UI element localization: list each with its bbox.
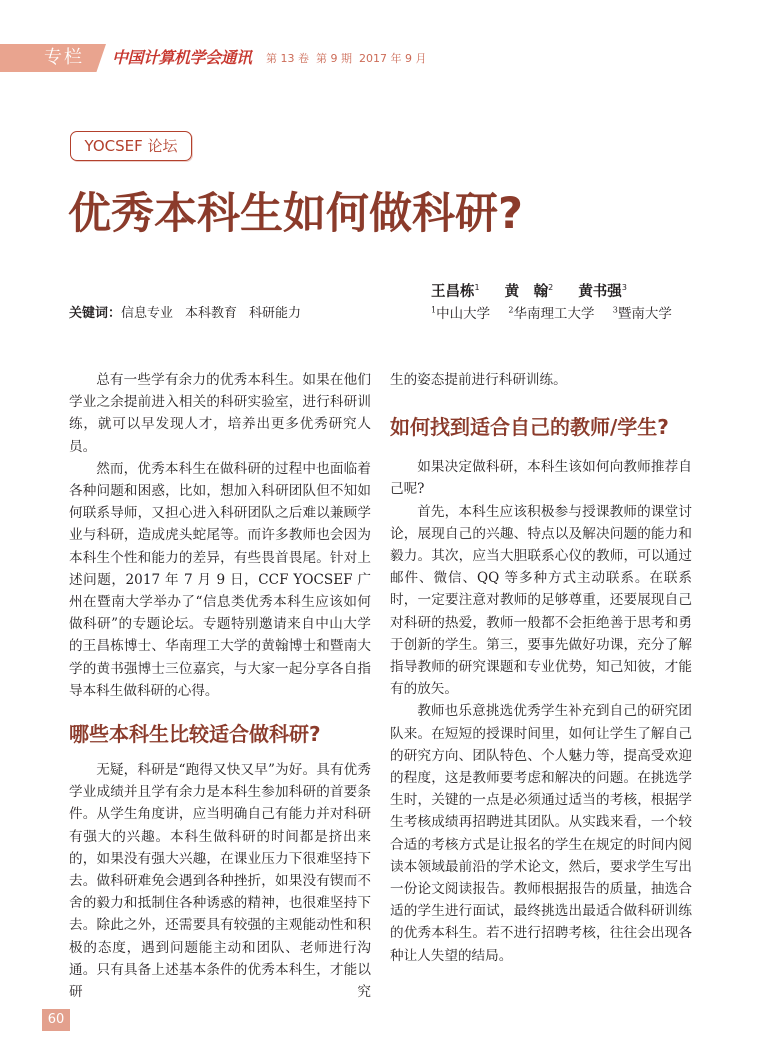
affiliation-name: 华南理工大学 (513, 306, 595, 322)
article-title: 优秀本科生如何做科研? (68, 189, 523, 239)
issue-info: 第 13 卷 第 9 期 2017 年 9 月 (266, 52, 427, 65)
body-paragraph: 然而，优秀本科生在做科研的过程中也面临着各种问题和困惑，比如，想加入科研团队但不知如何联系导师，又担心进入科研团队之后难以兼顾学业与科研，造成虎头蛇尾等。而许多教师也会因为本科生个性和能力的差异，有些畏首畏尾。针对上述问题，2017 年 7 月 9 日，CCF YOCSEF 广州在暨南大学举办了“信息类优秀本科生应该如何做科研”的专题论坛。专题特别邀请来自中山大学的王昌栋博士、华南理工大学的黄翰博士和暨南大学的黄书强博士三位嘉宾，与大家一起分享各自指导本科生做科研的心得。 (69, 460, 371, 699)
author-affiliation-ref: 1 (474, 283, 480, 293)
author (431, 284, 480, 300)
body-paragraph: 无疑，科研是“跑得又快又早”为好。具有优秀学业成绩并且学有余力是本科生参加科研的首要条件。从学生角度讲，应当明确自己有能力并对科研有强大的兴趣。本科生做科研的时间都是挤出来的，如果没有强大兴趣，在课业压力下很难坚持下去。做科研难免会遇到各种挫折，如果没有锲而不舍的毅力和抵制住各种诱惑的精神，也很难坚持下去。除此之外，还需要具有较强的主观能动性和积极的态度，遇到问题能主动和团队、老师进行沟通。只有具备上述基本条件的优秀本科生，才能以研究 (69, 762, 371, 1001)
author (505, 284, 554, 300)
affiliation-name: 暨南大学 (617, 306, 672, 322)
affiliation (508, 306, 594, 322)
author-affiliation-ref: 3 (621, 283, 627, 293)
affiliation (431, 306, 490, 322)
author-name: 黄 翰 (504, 284, 549, 300)
keyword: 科研能力 (249, 306, 302, 321)
body-paragraph: 首先，本科生应该积极参与授课教师的课堂讨论，展现自己的兴趣、特点以及解决问题的能力和毅力。其次，应当大胆联系心仪的教师，可以通过邮件、微信、QQ 等多种方式主动联系。在联系时，一定要注意对教师的足够尊重，还要展现自己对科研的热爱，教师一般都不会拒绝善于思考和勇于创新的学生。第三，要事先做好功课，充分了解指导教师的研究课题和专业优势，知己知彼，才能有的放矢。 (390, 503, 692, 698)
continued-paragraph: 生的姿态提前进行科研训练。 (390, 372, 567, 388)
body-paragraph: 总有一些学有余力的优秀本科生。如果在他们学业之余提前进入相关的科研实验室，进行科研训练，就可以早发现人才，培养出更多优秀研究人员。 (69, 372, 371, 455)
author-name: 黄书强 (578, 284, 622, 300)
author-list (431, 282, 627, 302)
affiliation-ref: 1 (431, 305, 437, 315)
affiliation-name: 中山大学 (436, 306, 491, 322)
magazine-logo: 中国计算机学会通讯 (112, 48, 252, 67)
author-affiliation-ref: 2 (548, 283, 554, 293)
keyword: 本科教育 (185, 306, 238, 321)
body-paragraph: 如果决定做科研，本科生该如何向教师推荐自己呢? (390, 459, 692, 498)
column-tag: YOCSEF 论坛 (70, 131, 192, 161)
keyword: 信息专业 (121, 306, 174, 321)
keywords-line (69, 304, 301, 324)
page-number: 60 (42, 1009, 70, 1031)
author-name: 王昌栋 (431, 284, 475, 300)
keywords-label: 关键词： (69, 306, 122, 321)
affiliation-list (431, 304, 672, 324)
author (578, 284, 627, 300)
affiliation-ref: 2 (508, 305, 514, 315)
right-column (390, 369, 692, 967)
left-column (69, 369, 371, 1003)
section-heading: 如何找到适合自己的教师/学生? (390, 415, 669, 440)
section-heading: 哪些本科生比较适合做科研? (69, 722, 321, 747)
section-label: 专栏 (44, 47, 84, 68)
affiliation-ref: 3 (612, 305, 618, 315)
affiliation (613, 306, 672, 322)
body-paragraph: 教师也乐意挑选优秀学生补充到自己的研究团队来。在短短的授课时间里，如何让学生了解自己的研究方向、团队特色、个人魅力等，提高受欢迎的程度，这是教师要考虑和解决的问题。在挑选学生时，关键的一点是必须通过适当的考核，根据学生考核成绩再招聘进其团队。从实践来看，一个较合适的考核方式是让报名的学生在规定的时间内阅读本领域最前沿的学术论文，然后，要求学生写出一份论文阅读报告。教师根据报告的质量，抽选合适的学生进行面试，最终挑选出最适合做科研训练的优秀本科生。若不进行招聘考核，往往会出现各种让人失望的结局。 (390, 703, 692, 964)
